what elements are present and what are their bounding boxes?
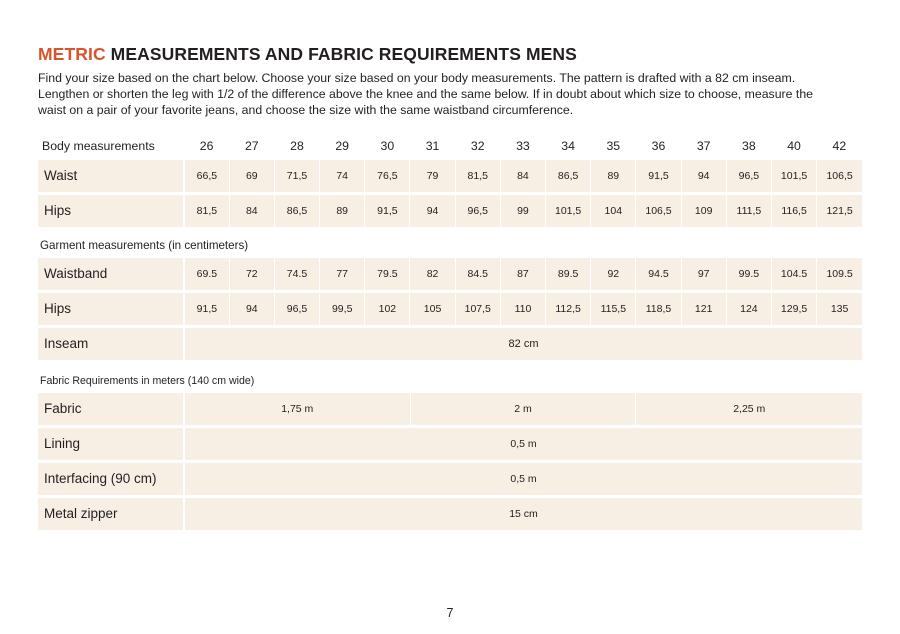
cell: 94 — [681, 160, 726, 194]
cell: 96,5 — [274, 291, 319, 326]
cell: 87 — [500, 258, 545, 292]
row-label-waist: Waist — [38, 160, 184, 194]
size-header-8: 34 — [561, 138, 575, 153]
table-row — [38, 496, 862, 531]
cell: 118,5 — [636, 291, 681, 326]
row-label-lining: Lining — [38, 426, 184, 461]
cell: 79.5 — [365, 258, 410, 292]
size-header-7: 33 — [516, 138, 530, 153]
cell-fabric-value-2: 2 m — [410, 393, 636, 427]
cell-interfacing-value: 0,5 m — [184, 461, 862, 496]
cell: 69.5 — [184, 258, 229, 292]
cell: 129,5 — [771, 291, 816, 326]
body-table-header-row — [38, 133, 862, 160]
cell: 135 — [817, 291, 862, 326]
cell-fabric-value-1: 1,75 m — [184, 393, 410, 427]
cell: 71,5 — [274, 160, 319, 194]
size-header-6: 32 — [470, 138, 485, 153]
cell: 115,5 — [591, 291, 636, 326]
table-row — [38, 160, 862, 194]
table-row — [38, 193, 862, 228]
row-label-waistband: Waistband — [38, 258, 184, 292]
cell: 81,5 — [455, 160, 500, 194]
table-row — [38, 291, 862, 326]
cell: 121 — [681, 291, 726, 326]
cell: 89.5 — [546, 258, 591, 292]
cell-inseam-value: 82 cm — [184, 326, 862, 361]
cell: 97 — [681, 258, 726, 292]
cell: 89 — [320, 193, 365, 228]
cell-fabric-value-3: 2,25 m — [636, 393, 862, 427]
cell: 74.5 — [274, 258, 319, 292]
row-label-metal-zipper: Metal zipper — [38, 496, 184, 531]
size-header-0: 26 — [199, 138, 214, 153]
cell: 111,5 — [726, 193, 771, 228]
cell: 116,5 — [771, 193, 816, 228]
cell-metal-zipper-value: 15 cm — [184, 496, 862, 531]
cell: 112,5 — [546, 291, 591, 326]
cell: 99.5 — [726, 258, 771, 292]
cell: 110 — [500, 291, 545, 326]
cell: 96,5 — [455, 193, 500, 228]
cell: 104.5 — [771, 258, 816, 292]
cell: 86,5 — [546, 160, 591, 194]
size-header-5: 31 — [425, 138, 440, 153]
table-row — [38, 393, 862, 427]
cell: 121,5 — [817, 193, 862, 228]
cell: 124 — [726, 291, 771, 326]
cell: 109 — [681, 193, 726, 228]
cell: 106,5 — [817, 160, 862, 194]
row-label-fabric: Fabric — [38, 393, 184, 427]
cell: 96,5 — [726, 160, 771, 194]
cell: 86,5 — [274, 193, 319, 228]
size-header-12: 38 — [742, 138, 756, 153]
cell: 76,5 — [365, 160, 410, 194]
cell: 107,5 — [455, 291, 500, 326]
cell: 69 — [229, 160, 274, 194]
size-header-14: 42 — [832, 138, 847, 153]
cell: 101,5 — [546, 193, 591, 228]
cell: 84 — [229, 193, 274, 228]
cell: 104 — [591, 193, 636, 228]
garment-section-label: Garment measurements (in centimeters) — [40, 238, 249, 252]
cell: 99 — [500, 193, 545, 228]
table-row — [38, 326, 862, 361]
size-header-9: 35 — [606, 138, 621, 153]
row-label-interfacing: Interfacing (90 cm) — [38, 461, 184, 496]
cell: 105 — [410, 291, 455, 326]
cell: 94 — [229, 291, 274, 326]
fabric-requirements-table — [38, 393, 862, 533]
cell-lining-value: 0,5 m — [184, 426, 862, 461]
cell: 84 — [500, 160, 545, 194]
cell: 94 — [410, 193, 455, 228]
table-row — [38, 426, 862, 461]
cell: 101,5 — [771, 160, 816, 194]
size-header-4: 30 — [380, 138, 395, 153]
cell: 99,5 — [320, 291, 365, 326]
cell: 109.5 — [817, 258, 862, 292]
table-row — [38, 258, 862, 292]
body-measurements-table — [38, 133, 862, 230]
body-table-header-label: Body measurements — [42, 138, 155, 153]
size-header-11: 37 — [696, 138, 711, 153]
cell: 89 — [591, 160, 636, 194]
cell: 92 — [591, 258, 636, 292]
size-header-3: 29 — [335, 138, 350, 153]
cell: 91,5 — [636, 160, 681, 194]
page-title — [38, 44, 862, 65]
cell: 94.5 — [636, 258, 681, 292]
cell: 91,5 — [184, 291, 229, 326]
garment-measurements-table — [38, 258, 862, 363]
cell: 82 — [410, 258, 455, 292]
fabric-section-label: Fabric Requirements in meters (140 cm wide) — [40, 374, 255, 387]
row-label-hips-garment: Hips — [38, 291, 184, 326]
cell: 66,5 — [184, 160, 229, 194]
intro-paragraph: Find your size based on the chart below. Choose your size based on your body measurements. The pattern is drafted with a 82 cm inseam. Lengthen or shorten the leg with 1/2 of the difference above the knee and the same below. If in doubt about which size to choose, measure the waist on a pair of your favorite jeans, and choose the size with the same waistband circumference. — [38, 71, 813, 118]
page-number: 7 — [446, 606, 454, 620]
cell: 81,5 — [184, 193, 229, 228]
size-header-10: 36 — [651, 138, 666, 153]
page-title-rest: MEASUREMENTS AND FABRIC REQUIREMENTS MENS — [105, 44, 577, 64]
cell: 84.5 — [455, 258, 500, 292]
row-label-hips: Hips — [38, 193, 184, 228]
size-header-13: 40 — [787, 138, 801, 153]
size-header-2: 28 — [290, 138, 304, 153]
cell: 77 — [320, 258, 365, 292]
table-row — [38, 461, 862, 496]
cell: 106,5 — [636, 193, 681, 228]
page-title-highlight: METRIC — [38, 44, 106, 64]
row-label-inseam: Inseam — [38, 326, 184, 361]
cell: 102 — [365, 291, 410, 326]
cell: 91,5 — [365, 193, 410, 228]
cell: 74 — [320, 160, 365, 194]
cell: 79 — [410, 160, 455, 194]
size-header-1: 27 — [244, 138, 259, 153]
cell: 72 — [229, 258, 274, 292]
